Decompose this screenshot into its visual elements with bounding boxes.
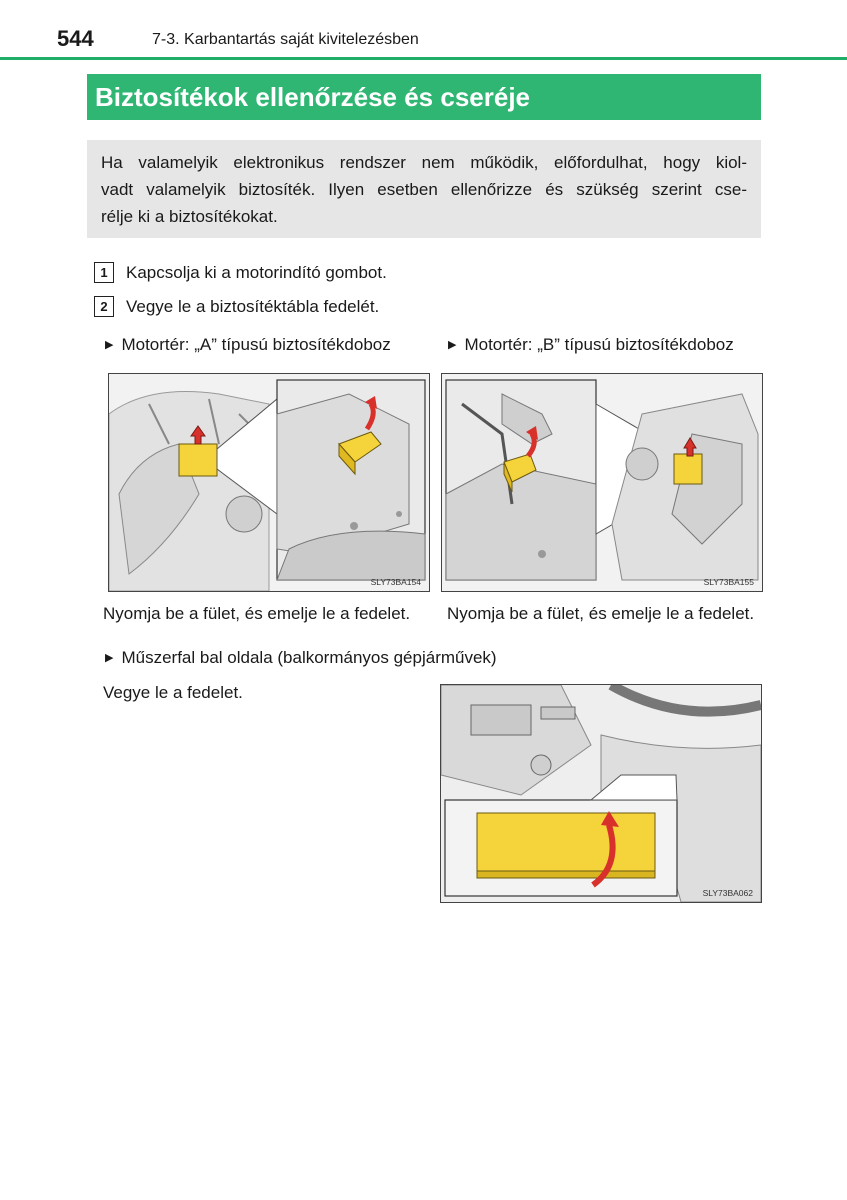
step-number: 2 bbox=[94, 296, 114, 317]
cover-highlight bbox=[477, 813, 655, 871]
step-number: 1 bbox=[94, 262, 114, 283]
intro-box bbox=[87, 140, 761, 238]
bullet-engine-a bbox=[105, 335, 391, 355]
bullet-engine-b bbox=[448, 335, 734, 355]
intro-line-2: vadt valamelyik biztosíték. Ilyen esetben ellenőrizze és szükség szerint cse- bbox=[101, 180, 747, 199]
step-1 bbox=[94, 262, 387, 283]
bullet-text: Műszerfal bal oldala (balkormányos gépjárművek) bbox=[121, 648, 497, 667]
figure-engine-fusebox-a bbox=[108, 373, 430, 592]
caption-fig1: Nyomja be a fület, és emelje le a fedelet. bbox=[103, 604, 411, 623]
fusebox-highlight bbox=[179, 444, 217, 476]
triangle-bullet-icon: ▶ bbox=[105, 652, 114, 664]
engine-illustration-a bbox=[109, 374, 429, 591]
bullet-dashboard bbox=[105, 648, 497, 668]
triangle-bullet-icon: ▶ bbox=[105, 339, 114, 351]
bullet-text: Motortér: „B” típusú biztosítékdoboz bbox=[464, 335, 734, 354]
bullet-text: Motortér: „A” típusú biztosítékdoboz bbox=[121, 335, 391, 354]
chapter-title: 7-3. Karbantartás saját kivitelezésben bbox=[152, 31, 419, 48]
section-title: Biztosítékok ellenőrzése és cseréje bbox=[87, 74, 761, 120]
caption-fig3: Vegye le a fedelet. bbox=[103, 683, 243, 702]
figure-code: SLY73BA062 bbox=[702, 888, 753, 898]
figure-dashboard-fusebox bbox=[440, 684, 762, 903]
caption-fig2: Nyomja be a fület, és emelje le a fedelet. bbox=[447, 604, 755, 623]
intro-line-1: Ha valamelyik elektronikus rendszer nem működik, előfordulhat, hogy kiol- bbox=[101, 153, 747, 172]
figure-code: SLY73BA154 bbox=[370, 577, 421, 587]
figure-code: SLY73BA155 bbox=[703, 577, 754, 587]
page-number: 544 bbox=[57, 26, 94, 51]
engine-illustration-b bbox=[442, 374, 762, 591]
figure-engine-fusebox-b bbox=[441, 373, 763, 592]
dashboard-illustration bbox=[441, 685, 761, 902]
step-text: Vegye le a biztosítéktábla fedelét. bbox=[126, 297, 380, 316]
step-2 bbox=[94, 296, 379, 317]
header-divider bbox=[0, 57, 847, 60]
triangle-bullet-icon: ▶ bbox=[448, 339, 457, 351]
intro-line-3: rélje ki a biztosítékokat. bbox=[101, 207, 278, 226]
step-text: Kapcsolja ki a motorindító gombot. bbox=[126, 263, 387, 282]
